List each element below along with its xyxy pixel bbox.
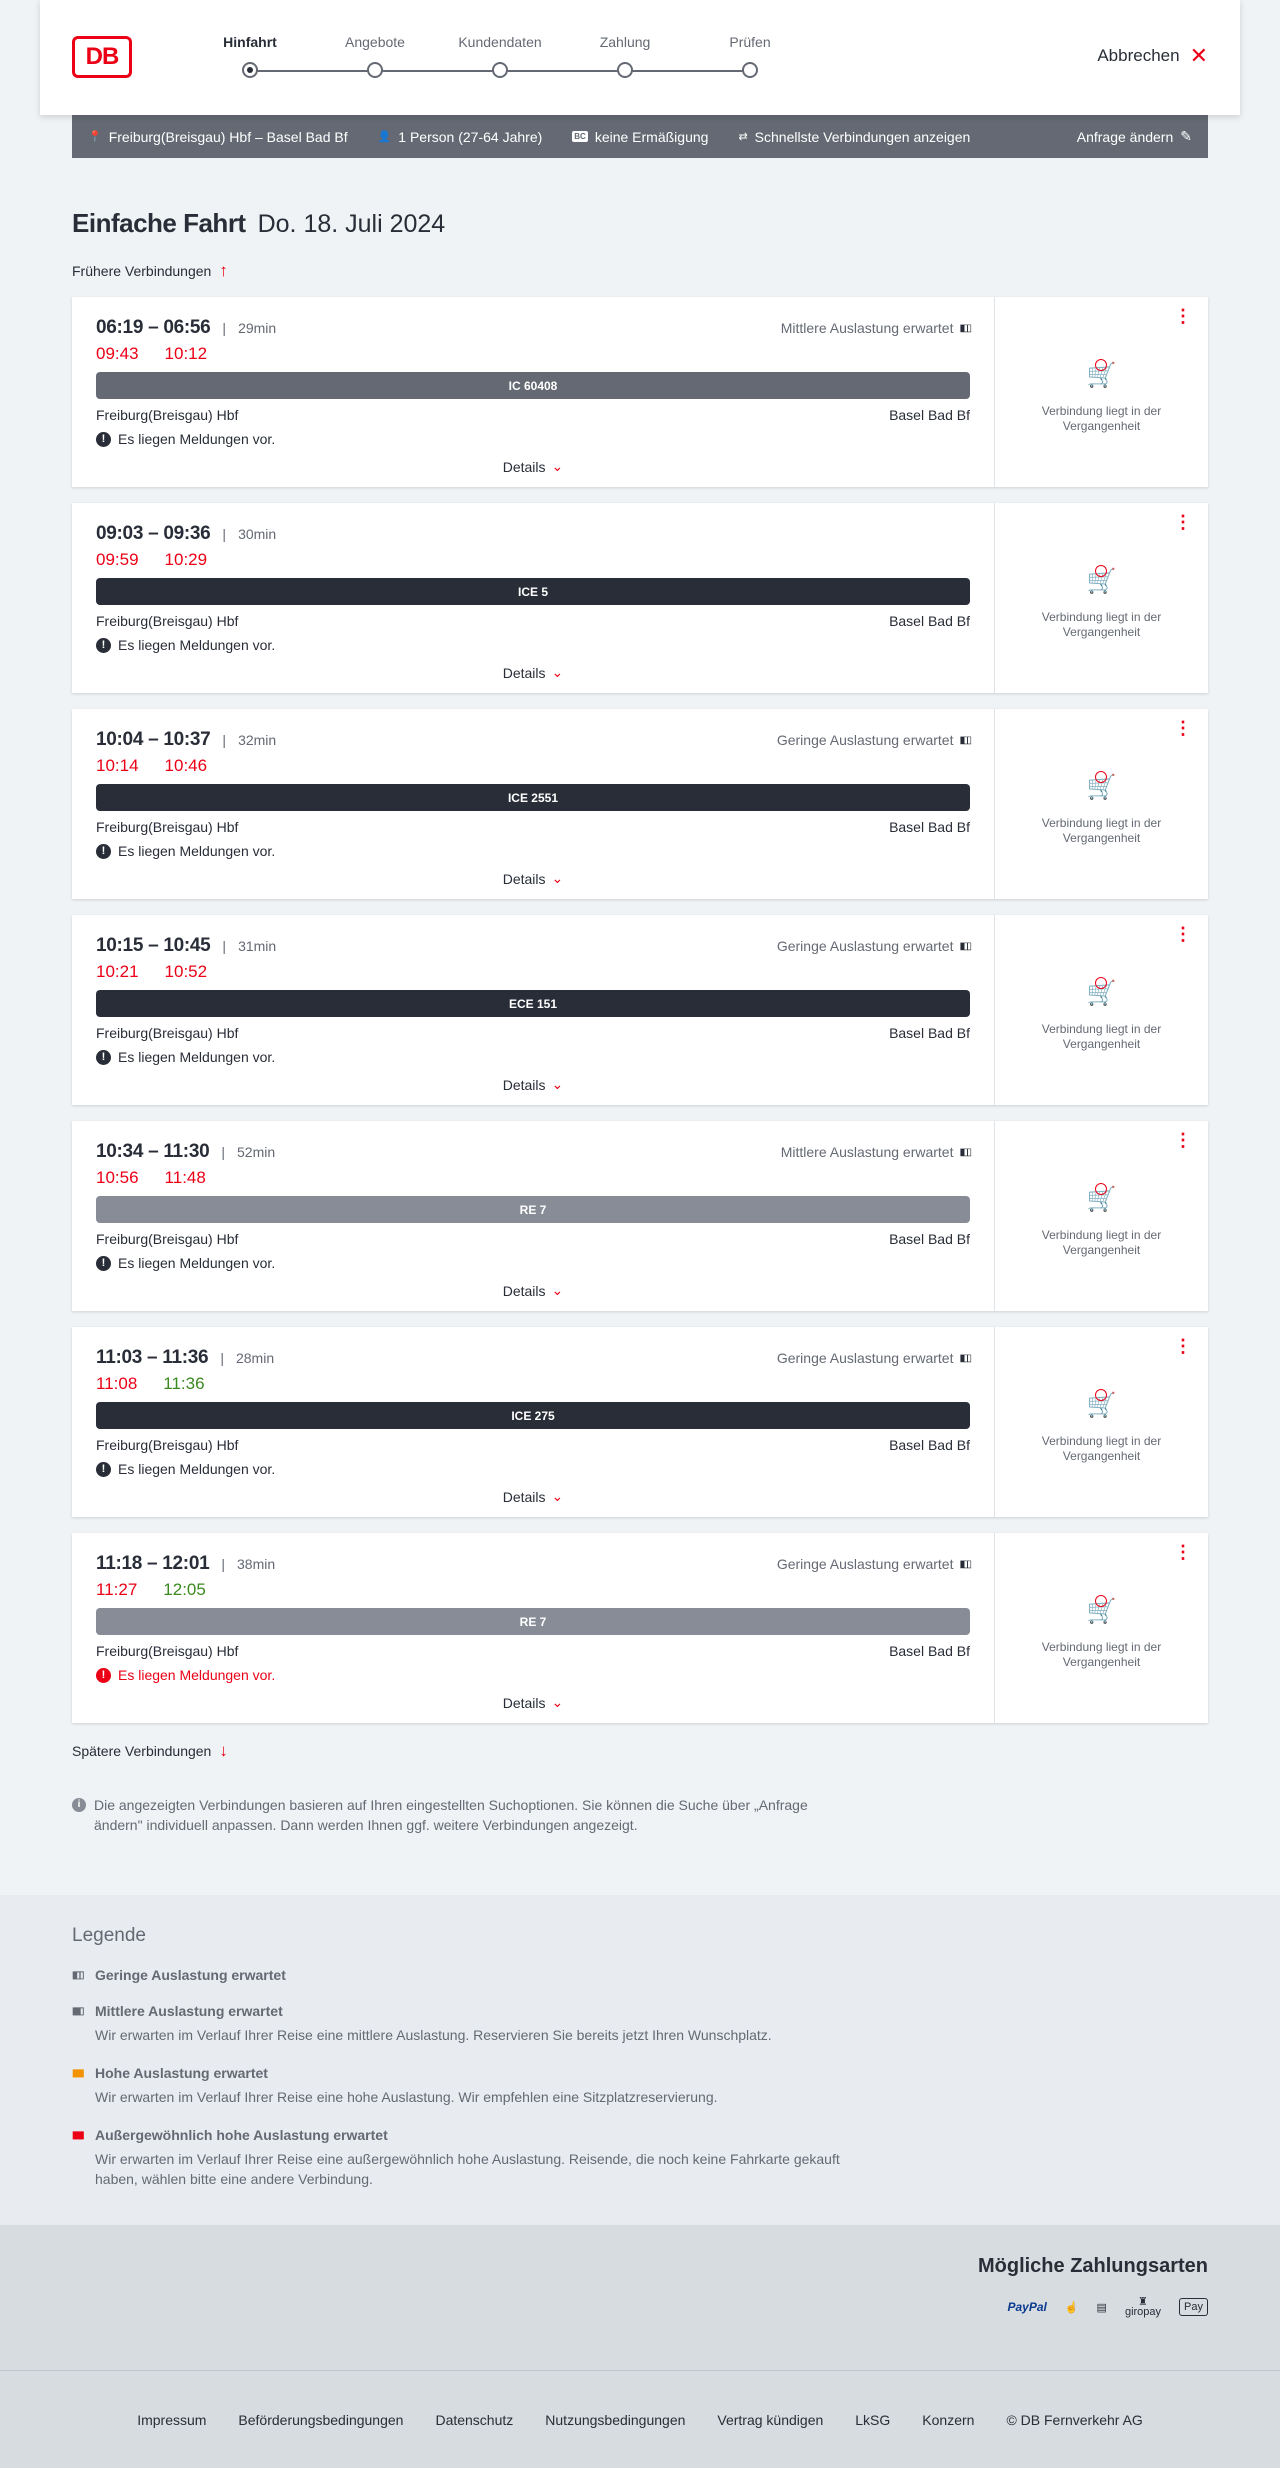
footer-link[interactable]: Nutzungsbedingungen (545, 2411, 686, 2428)
sepa-icon: ▤ (1096, 2301, 1107, 2314)
step-dot (742, 62, 758, 78)
scheduled-times: 10:34 – 11:30 (96, 1141, 210, 1162)
footer-link[interactable]: © DB Fernverkehr AG (1006, 2411, 1143, 2428)
occupancy-text: Geringe Auslastung erwartet (776, 1350, 954, 1366)
details-toggle[interactable] (72, 664, 994, 681)
separator: | (222, 526, 227, 542)
schedule-row (96, 1347, 970, 1369)
warning-icon: ! (96, 638, 111, 653)
realtime-departure: 10:21 (96, 962, 139, 981)
warning-icon: ! (96, 1256, 111, 1271)
details-label: Details (502, 1694, 546, 1711)
chevron-down-icon: ⌄ (551, 1076, 564, 1092)
footer-link[interactable]: Datenschutz (435, 2411, 514, 2428)
pencil-icon: ✎ (1180, 128, 1192, 144)
step-label: Zahlung (599, 34, 651, 50)
cart-unavailable-icon: 🛒 (1087, 773, 1117, 802)
separator: | (221, 1144, 226, 1160)
more-options-icon[interactable]: ⋮ (1174, 924, 1192, 944)
payment-section (0, 2225, 1280, 2370)
realtime-row (96, 1374, 970, 1396)
footer-link[interactable]: Konzern (922, 2411, 975, 2428)
connection-details (72, 1121, 995, 1311)
duration: 32min (238, 732, 277, 748)
occupancy-info (777, 938, 970, 954)
realtime-row (96, 1580, 970, 1602)
footer-link[interactable]: Impressum (137, 2411, 207, 2428)
schedule-row (96, 317, 970, 339)
train-bar[interactable] (96, 990, 970, 1017)
legend-label: Geringe Auslastung erwartet (95, 1967, 286, 1983)
service-message (96, 637, 970, 653)
step-pruefen[interactable] (690, 34, 810, 78)
message-text: Es liegen Meldungen vor. (118, 1255, 276, 1271)
destination-station: Basel Bad Bf (889, 1643, 970, 1659)
realtime-departure: 10:56 (96, 1168, 139, 1187)
duration: 31min (238, 938, 277, 954)
cart-unavailable-icon: 🛒 (1087, 1391, 1117, 1420)
page-title-row (72, 208, 1208, 239)
offer-panel (995, 1121, 1208, 1311)
past-connection-text: Verbindung liegt in der Vergangenheit (1041, 1021, 1162, 1051)
info-text: Die angezeigten Verbindungen basieren auf Ihren eingestellten Suchoptionen. Sie können die Suche über „Anfrage ändern" individuell anpassen. Dann werden Ihnen ggf. weitere Verbindungen angezeigt. (94, 1797, 808, 1833)
chevron-down-icon: ⌄ (551, 1282, 564, 1298)
message-text: Es liegen Meldungen vor. (118, 1667, 276, 1683)
arrow-up-icon: ↑ (219, 261, 228, 280)
search-summary-bar (72, 115, 1208, 158)
later-label: Spätere Verbindungen (72, 1743, 212, 1759)
connection-details (72, 503, 995, 693)
occupancy-text: Mittlere Auslastung erwartet (780, 320, 954, 336)
service-message (96, 1461, 970, 1477)
origin-station: Freiburg(Breisgau) Hbf (96, 1643, 239, 1659)
travel-date: Do. 18. Juli 2024 (257, 210, 446, 238)
realtime-arrival: 12:05 (163, 1580, 206, 1599)
stations-row (96, 1025, 970, 1041)
scheduled-times: 09:03 – 09:36 (96, 523, 211, 544)
message-text: Es liegen Meldungen vor. (118, 637, 276, 653)
db-logo-text: DB (85, 43, 119, 70)
legend-section (0, 1895, 1280, 2225)
occupancy-icon: ▮▯▯ (959, 1558, 970, 1570)
footer (0, 2370, 1280, 2468)
route-text: Freiburg(Breisgau) Hbf – Basel Bad Bf (108, 128, 348, 145)
occupancy-icon: ▮▯▯ (959, 734, 970, 746)
arrow-down-icon: ↓ (219, 1741, 228, 1760)
cart-unavailable-icon: 🛒 (1087, 1185, 1117, 1214)
train-bar[interactable] (96, 1608, 970, 1635)
message-text: Es liegen Meldungen vor. (118, 431, 276, 447)
destination-station: Basel Bad Bf (889, 613, 970, 629)
train-bar[interactable] (96, 1402, 970, 1429)
earlier-connections-link[interactable] (72, 261, 228, 281)
giropay-label: giropay (1124, 2306, 1162, 2318)
connection-list (72, 297, 1208, 1723)
details-toggle[interactable] (72, 1282, 994, 1299)
connection-details (72, 1327, 995, 1517)
occupancy-info (781, 320, 970, 336)
legend-description: Wir erwarten im Verlauf Ihrer Reise eine hohe Auslastung. Wir empfehlen eine Sitzplatzreservierung. (95, 2089, 718, 2105)
step-dot (617, 62, 633, 78)
details-toggle[interactable] (72, 458, 994, 475)
service-message (96, 1049, 970, 1065)
occupancy-level-icon: ▮▯▯ (72, 1969, 83, 1981)
train-name: ECE 151 (508, 996, 558, 1011)
more-options-icon[interactable]: ⋮ (1174, 1336, 1192, 1356)
train-bar[interactable] (96, 578, 970, 605)
step-zahlung[interactable] (565, 34, 685, 78)
occupancy-level-icon: ▮▮▮ (72, 2129, 83, 2141)
bahncard-icon: BC (574, 132, 586, 141)
step-hinfahrt[interactable] (190, 34, 310, 78)
step-label: Hinfahrt (223, 34, 277, 50)
connection-details (72, 709, 995, 899)
info-icon: i (72, 1798, 86, 1812)
occupancy-info (781, 1144, 970, 1160)
warning-icon: ! (96, 1668, 111, 1683)
step-label: Angebote (345, 34, 405, 50)
realtime-departure: 11:27 (96, 1580, 138, 1599)
step-label: Prüfen (729, 34, 771, 50)
duration: 38min (237, 1556, 276, 1572)
main-content (0, 208, 1280, 1835)
occupancy-icon: ▮▯▯ (959, 940, 970, 952)
footer-link[interactable]: Beförderungsbedingungen (238, 2411, 404, 2428)
realtime-arrival: 10:46 (164, 756, 208, 775)
legend-item (72, 2003, 1208, 2045)
legend-row (72, 2065, 1208, 2081)
progress-stepper (210, 34, 780, 84)
past-connection-text: Verbindung liegt in der Vergangenheit (1041, 1227, 1162, 1257)
past-connection-text: Verbindung liegt in der Vergangenheit (1041, 1433, 1162, 1463)
cart-unavailable-icon: 🛒 (1087, 567, 1117, 596)
realtime-departure: 09:43 (96, 344, 139, 363)
details-label: Details (502, 1076, 546, 1093)
chevron-down-icon: ⌄ (551, 1694, 564, 1710)
realtime-departure: 11:08 (96, 1374, 138, 1393)
realtime-arrival: 10:52 (164, 962, 208, 981)
booking-header (40, 0, 1240, 115)
occupancy-info (777, 732, 970, 748)
stations-row (96, 613, 970, 629)
scheduled-times: 06:19 – 06:56 (96, 317, 211, 338)
schedule-row (96, 1141, 970, 1163)
scheduled-times: 11:18 – 12:01 (96, 1553, 210, 1574)
origin-station: Freiburg(Breisgau) Hbf (96, 1437, 239, 1453)
step-dot (367, 62, 383, 78)
scheduled-times: 11:03 – 11:36 (96, 1347, 209, 1368)
train-bar[interactable] (96, 372, 970, 399)
details-toggle[interactable] (72, 1694, 994, 1711)
separator: | (222, 938, 227, 954)
train-name: ICE 5 (517, 584, 548, 599)
offer-panel (995, 297, 1208, 487)
warning-icon: ! (96, 1050, 111, 1065)
cart-unavailable-icon: 🛒 (1087, 979, 1117, 1008)
schedule-row (96, 935, 970, 957)
schedule-row (96, 1553, 970, 1575)
cart-unavailable-icon: 🛒 (1087, 361, 1117, 390)
details-label: Details (502, 664, 546, 681)
connection-details (72, 1533, 995, 1723)
connection-details (72, 915, 995, 1105)
legend-title: Legende (72, 1925, 146, 1946)
connection-card[interactable] (72, 1533, 1208, 1723)
offer-panel (995, 503, 1208, 693)
realtime-arrival: 11:48 (164, 1168, 206, 1187)
details-label: Details (502, 458, 546, 475)
occupancy-text: Geringe Auslastung erwartet (776, 732, 954, 748)
cancel-button[interactable] (1097, 43, 1208, 68)
message-text: Es liegen Meldungen vor. (118, 843, 276, 859)
paypal-logo: PayPal (1007, 2300, 1047, 2314)
details-label: Details (502, 1282, 546, 1299)
schedule-row (96, 523, 970, 545)
connection-card[interactable] (72, 915, 1208, 1105)
details-toggle[interactable] (72, 1488, 994, 1505)
legend-label: Hohe Auslastung erwartet (95, 2065, 268, 2081)
destination-station: Basel Bad Bf (889, 407, 970, 423)
train-name: IC 60408 (508, 378, 558, 393)
train-name: ICE 2551 (507, 790, 559, 805)
giropay-logo: ♜ giropay (1124, 2296, 1162, 2318)
footer-link[interactable]: Vertrag kündigen (717, 2411, 824, 2428)
summary-route (88, 129, 348, 145)
stations-row (96, 1231, 970, 1247)
past-connection-text: Verbindung liegt in der Vergangenheit (1041, 815, 1162, 845)
realtime-row (96, 344, 970, 366)
realtime-row (96, 756, 970, 778)
warning-icon: ! (96, 1462, 111, 1477)
payment-title: Mögliche Zahlungsarten (977, 2255, 1208, 2277)
stations-row (96, 1643, 970, 1659)
destination-station: Basel Bad Bf (889, 1025, 970, 1041)
occupancy-text: Geringe Auslastung erwartet (776, 938, 954, 954)
train-bar[interactable] (96, 1196, 970, 1223)
occupancy-info (777, 1556, 970, 1572)
message-text: Es liegen Meldungen vor. (118, 1461, 276, 1477)
stations-row (96, 819, 970, 835)
occupancy-level-icon: ▮▮▯ (72, 2005, 83, 2017)
service-message (96, 1255, 970, 1271)
origin-station: Freiburg(Breisgau) Hbf (96, 1231, 239, 1247)
origin-station: Freiburg(Breisgau) Hbf (96, 407, 239, 423)
card-hand-icon: ☝ (1064, 2301, 1079, 2314)
summary-persons (378, 129, 543, 145)
more-options-icon[interactable]: ⋮ (1174, 718, 1192, 738)
message-text: Es liegen Meldungen vor. (118, 1049, 276, 1065)
past-connection-text: Verbindung liegt in der Vergangenheit (1041, 609, 1162, 639)
details-label: Details (502, 1488, 546, 1505)
occupancy-icon: ▮▯▯ (959, 1352, 970, 1364)
offer-panel (995, 709, 1208, 899)
chevron-down-icon: ⌄ (551, 458, 564, 474)
discount-text: keine Ermäßigung (594, 128, 709, 145)
summary-fastest (738, 129, 970, 145)
legend-row (72, 2003, 1208, 2019)
origin-station: Freiburg(Breisgau) Hbf (96, 819, 239, 835)
connection-card[interactable] (72, 1327, 1208, 1517)
apple-pay-label: Pay (1184, 2301, 1203, 2313)
occupancy-level-icon: ▮▮▮ (72, 2067, 83, 2079)
page-title: Einfache Fahrt (72, 208, 246, 238)
origin-station: Freiburg(Breisgau) Hbf (96, 613, 239, 629)
separator: | (222, 320, 227, 336)
swap-arrows-icon: ⇄ (738, 131, 748, 143)
step-kundendaten[interactable] (440, 34, 560, 78)
service-message (96, 431, 970, 447)
legend-description: Wir erwarten im Verlauf Ihrer Reise eine mittlere Auslastung. Reservieren Sie bereits jetzt Ihren Wunschplatz. (95, 2027, 772, 2043)
occupancy-text: Geringe Auslastung erwartet (776, 1556, 954, 1572)
realtime-row (96, 550, 970, 572)
step-angebote[interactable] (315, 34, 435, 78)
origin-station: Freiburg(Breisgau) Hbf (96, 1025, 239, 1041)
scheduled-times: 10:15 – 10:45 (96, 935, 211, 956)
apple-pay-logo (1179, 2298, 1208, 2316)
more-options-icon[interactable]: ⋮ (1174, 1542, 1192, 1562)
duration: 52min (237, 1144, 276, 1160)
stations-row (96, 407, 970, 423)
realtime-departure: 10:14 (96, 756, 139, 775)
legend-label: Außergewöhnlich hohe Auslastung erwartet (95, 2127, 388, 2143)
chevron-down-icon: ⌄ (551, 1488, 564, 1504)
separator: | (222, 732, 227, 748)
person-icon: 👤 (377, 131, 392, 143)
legend-description: Wir erwarten im Verlauf Ihrer Reise eine außergewöhnlich hohe Auslastung. Reisende, die noch keine Fahrkarte gekauft haben, wählen bitte eine andere Verbindung. (95, 2151, 840, 2187)
change-request-label: Anfrage ändern (1076, 128, 1174, 145)
destination-station: Basel Bad Bf (889, 1231, 970, 1247)
step-dot-active (242, 62, 258, 78)
stations-row (96, 1437, 970, 1453)
summary-discount (572, 129, 708, 145)
earlier-label: Frühere Verbindungen (72, 263, 212, 279)
step-label: Kundendaten (458, 34, 542, 50)
step-dot (492, 62, 508, 78)
details-toggle[interactable] (72, 870, 994, 887)
separator: | (221, 1556, 226, 1572)
duration: 30min (238, 526, 277, 542)
occupancy-icon: ▮▯▯ (959, 322, 970, 334)
legend-row (72, 2127, 1208, 2143)
scheduled-times: 10:04 – 10:37 (96, 729, 211, 750)
cart-unavailable-icon: 🛒 (1087, 1597, 1117, 1626)
realtime-row (96, 962, 970, 984)
legend-item (72, 2065, 1208, 2107)
info-note (72, 1795, 852, 1835)
connection-card[interactable] (72, 709, 1208, 899)
connection-card[interactable] (72, 503, 1208, 693)
train-bar[interactable] (96, 784, 970, 811)
connection-card[interactable] (72, 1121, 1208, 1311)
connection-card[interactable] (72, 297, 1208, 487)
offer-panel (995, 1533, 1208, 1723)
service-message (96, 1667, 970, 1683)
occupancy-info (777, 1350, 970, 1366)
realtime-arrival: 10:12 (164, 344, 208, 363)
occupancy-text: Mittlere Auslastung erwartet (780, 1144, 954, 1160)
warning-icon: ! (96, 432, 111, 447)
destination-station: Basel Bad Bf (889, 1437, 970, 1453)
train-name: RE 7 (519, 1202, 547, 1217)
warning-icon: ! (96, 844, 111, 859)
chevron-down-icon: ⌄ (551, 664, 564, 680)
location-pin-icon: 📍 (88, 131, 102, 143)
later-connections-link[interactable] (72, 1741, 228, 1761)
more-options-icon[interactable]: ⋮ (1174, 1130, 1192, 1150)
change-request-button[interactable] (1077, 128, 1192, 145)
train-name: ICE 275 (511, 1408, 555, 1423)
footer-link[interactable]: LkSG (855, 2411, 891, 2428)
occupancy-icon: ▮▯▯ (959, 1146, 970, 1158)
legend-row (72, 1967, 1208, 1983)
legend-item (72, 1967, 1208, 1983)
chevron-down-icon: ⌄ (551, 870, 564, 886)
close-icon: ✕ (1189, 43, 1208, 68)
legend-list (72, 1967, 1208, 2189)
duration: 29min (238, 320, 277, 336)
details-toggle[interactable] (72, 1076, 994, 1093)
fastest-text: Schnellste Verbindungen anzeigen (754, 128, 971, 145)
cancel-label: Abbrechen (1097, 46, 1180, 65)
payment-methods (1007, 2297, 1208, 2317)
past-connection-text: Verbindung liegt in der Vergangenheit (1041, 1639, 1162, 1669)
realtime-arrival: 10:29 (164, 550, 208, 569)
more-options-icon[interactable]: ⋮ (1174, 306, 1192, 326)
details-label: Details (502, 870, 546, 887)
realtime-arrival: 11:36 (163, 1374, 205, 1393)
offer-panel (995, 1327, 1208, 1517)
schedule-row (96, 729, 970, 751)
db-logo[interactable] (72, 36, 132, 78)
connection-details (72, 297, 995, 487)
offer-panel (995, 915, 1208, 1105)
persons-text: 1 Person (27-64 Jahre) (398, 128, 543, 145)
destination-station: Basel Bad Bf (889, 819, 970, 835)
duration: 28min (235, 1350, 275, 1366)
past-connection-text: Verbindung liegt in der Vergangenheit (1041, 403, 1162, 433)
separator: | (220, 1350, 224, 1366)
train-name: RE 7 (519, 1614, 547, 1629)
realtime-row (96, 1168, 970, 1190)
legend-label: Mittlere Auslastung erwartet (95, 2003, 283, 2019)
service-message (96, 843, 970, 859)
more-options-icon[interactable]: ⋮ (1174, 512, 1192, 532)
realtime-departure: 09:59 (96, 550, 139, 569)
legend-item (72, 2127, 1208, 2189)
